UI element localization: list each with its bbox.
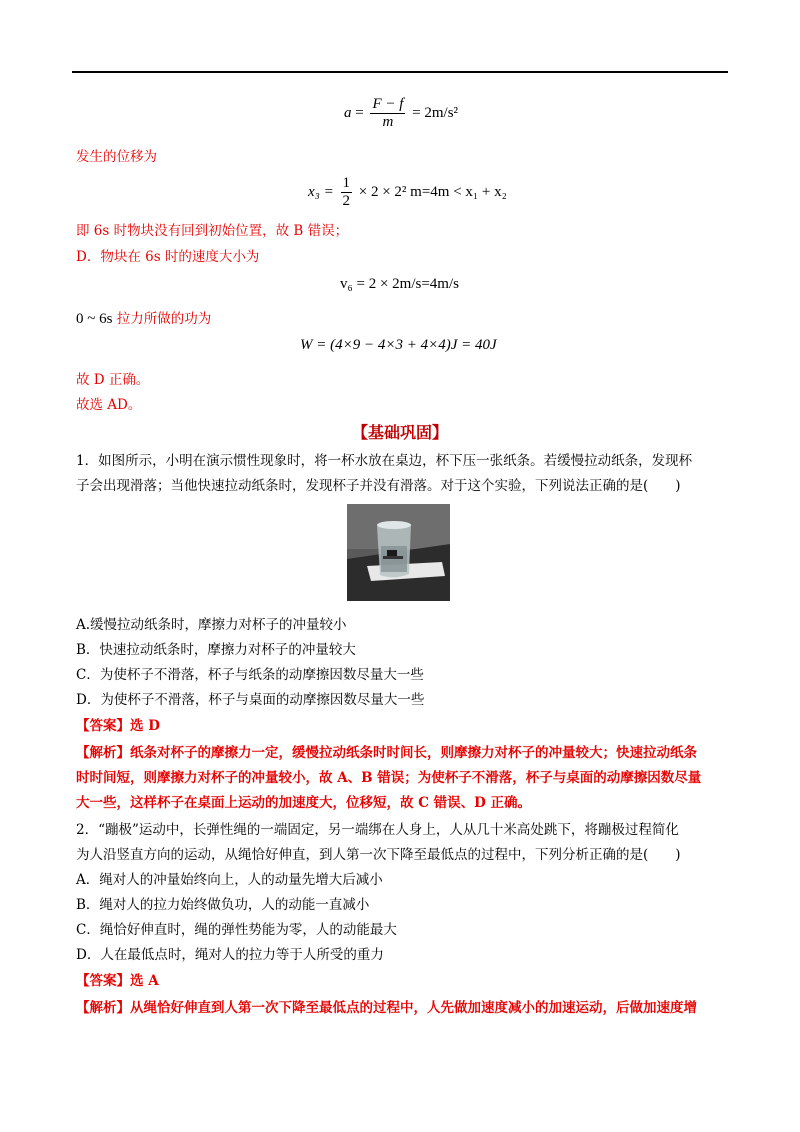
equation-rhs: = 2m/s²	[412, 104, 459, 121]
question-1-answer: 【答案】选 D	[76, 718, 160, 734]
equation-work: W = (4×9 − 4×3 + 4×4)J = 40J	[300, 337, 497, 353]
fraction-denominator: m	[382, 114, 394, 130]
fraction-denominator: 2	[342, 193, 350, 209]
text-select-ad: 故选 AD。	[76, 397, 142, 413]
question-2-line-2: 为人沿竖直方向的运动，从绳恰好伸直，到人第一次下降至最低点的过程中，下列分析正确的是( )	[76, 847, 681, 863]
question-1-analysis-line-1: 【解析】纸条对杯子的摩擦力一定，缓慢拉动纸条时时间长，则摩擦力对杯子的冲量较大；快速拉动纸条	[76, 745, 697, 761]
text-conclusion-b: 即 6s 时物块没有回到初始位置，故 B 错误；	[76, 223, 349, 239]
question-2-option-c: C．绳恰好伸直时，绳的弹性势能为零，人的动能最大	[76, 922, 397, 938]
question-1-option-d: D．为使杯子不滑落，杯子与桌面的动摩擦因数尽量大一些	[76, 692, 425, 708]
question-2-option-d: D．人在最低点时，绳对人的拉力等于人所受的重力	[76, 947, 384, 963]
equation-acceleration: a = $\frac{F - f}{m}$ = 2m/s²	[344, 96, 459, 130]
text-displacement: 发生的位移为	[76, 149, 157, 165]
question-2-option-a: A．绳对人的冲量始终向上，人的动量先增大后减小	[76, 872, 383, 888]
equation-velocity: v₆ = 2 × 2m/s=4m/s	[340, 276, 459, 292]
text-work: 拉力所做的功为	[116, 311, 212, 327]
equation-displacement: x₃ = $\frac{1}{2}$ × 2 × 2² m=4m < x₁ + x₂	[308, 175, 507, 209]
header-rule	[72, 71, 728, 73]
cup-on-paper-image	[347, 504, 450, 601]
question-2-analysis-line-1: 【解析】从绳恰好伸直到人第一次下降至最低点的过程中，人先做加速度减小的加速运动，后做加速度增	[76, 1000, 697, 1016]
question-1-line-2: 子会出现滑落；当他快速拉动纸条时，发现杯子并没有滑落。对于这个实验，下列说法正确的是( )	[76, 478, 681, 494]
section-title: 【基础巩固】	[351, 423, 448, 442]
text-d-correct: 故 D 正确。	[76, 372, 150, 388]
fraction-numerator: 1	[342, 175, 350, 191]
experiment-photo	[347, 504, 450, 601]
question-1-option-c: C．为使杯子不滑落，杯子与纸条的动摩擦因数尽量大一些	[76, 667, 424, 683]
text-work-intro	[76, 309, 211, 329]
text-option-d-velocity: D．物块在 6s 时的速度大小为	[76, 249, 260, 265]
question-2-option-b: B．绳对人的拉力始终做负功，人的动能一直减小	[76, 897, 370, 913]
question-1-analysis-line-2: 时时间短，则摩擦力对杯子的冲量较小，故 A、B 错误；为使杯子不滑落，杯子与桌面的动摩擦因数尽量	[76, 770, 702, 786]
question-1-option-b: B．快速拉动纸条时，摩擦力对杯子的冲量较大	[76, 642, 356, 658]
time-range: 0 ~ 6s	[76, 311, 113, 327]
question-2-answer: 【答案】选 A	[76, 973, 159, 989]
question-1-line-1: 1．如图所示，小明在演示惯性现象时，将一杯水放在桌边，杯下压一张纸条。若缓慢拉动纸条，发现杯	[76, 453, 693, 469]
fraction	[341, 175, 353, 210]
question-2-line-1: 2．“蹦极”运动中，长弹性绳的一端固定，另一端绑在人身上，人从几十米高处跳下，将蹦极过程简化	[76, 822, 679, 838]
fraction	[370, 96, 405, 131]
equation-rhs: × 2 × 2² m=4m < x₁ + x₂	[358, 183, 507, 200]
question-1-analysis-line-3: 大一些，这样杯子在桌面上运动的加速度大，位移短，故 C 错误、D 正确。	[76, 795, 532, 811]
fraction-numerator: F − f	[372, 96, 404, 112]
question-1-option-a: A.缓慢拉动纸条时，摩擦力对杯子的冲量较小	[76, 617, 347, 633]
